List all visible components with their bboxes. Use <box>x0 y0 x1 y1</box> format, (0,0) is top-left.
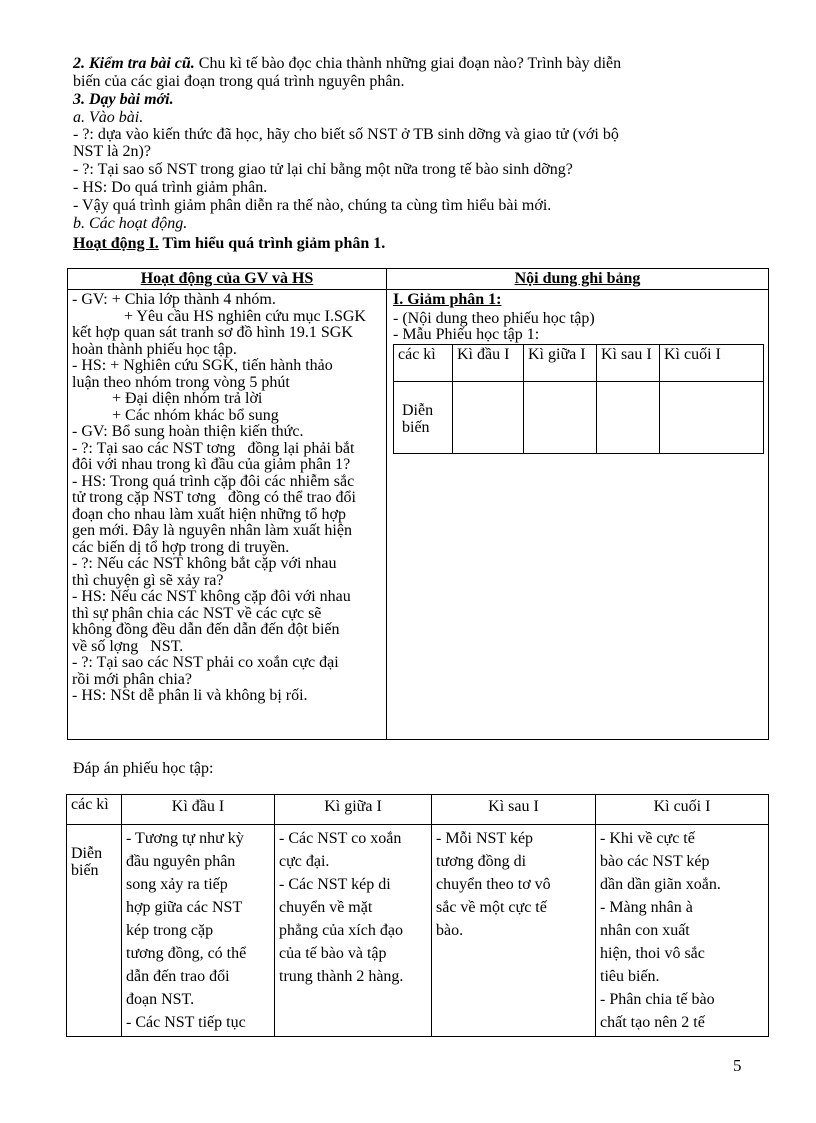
worksheet-template-table <box>393 344 764 454</box>
board-note-2: - Mẫu Phiếu học tập 1: <box>393 326 540 343</box>
old-lesson-check-line-2: biến của các giai đoạn trong quá trình nguyên phân. <box>73 73 405 90</box>
answer-metaphase-cell <box>275 825 432 1037</box>
template-cell-empty <box>660 381 764 453</box>
activity-label: Hoạt động I. <box>73 235 159 252</box>
activity-line: + Đại diện nhóm trả lời <box>72 390 263 407</box>
answer-line: chất tạo nên 2 tế <box>600 1014 705 1031</box>
subsection-intro: a. Vào bài. <box>73 109 144 126</box>
answer-anaphase-text <box>432 825 595 944</box>
check-old-question: Chu kì tế bào đọc chia thành những giai đoạn nào? Trình bày diễn <box>194 55 622 72</box>
answer-line: - Các NST co xoắn <box>279 830 402 847</box>
template-cell-empty <box>524 381 597 453</box>
section-heading-new-lesson: 3. Dạy bài mới. <box>73 91 174 108</box>
activity-line: + Các nhóm khác bổ sung <box>72 406 279 424</box>
answer-line: trung thành 2 hàng. <box>279 968 404 985</box>
template-header-telophase: Kì cuối I <box>660 344 764 381</box>
activity-line: - HS: + Nghiên cứu SGK, tiến hành thảo <box>72 357 333 374</box>
page-number: 5 <box>733 1056 742 1075</box>
answer-line: chuyển về mặt <box>279 899 373 916</box>
activity-line: - ?: Nếu các NST không bắt cặp với nhau <box>72 555 337 572</box>
intro-answer: - HS: Do quá trình giảm phân. <box>73 179 268 196</box>
answer-line: đầu nguyên phân <box>126 853 236 870</box>
activity-line: - HS: Nếu các NST không cặp đôi với nhau <box>72 588 351 605</box>
answer-header-telophase: Kì cuối I <box>596 795 769 825</box>
answer-line: - Tương tự như kỳ <box>126 830 244 847</box>
template-cell-empty <box>453 381 524 453</box>
activity-line: - GV: Bổ sung hoàn thiện kiến thức. <box>72 423 304 440</box>
template-header-metaphase: Kì giữa I <box>524 344 597 381</box>
answer-line: bào. <box>436 922 464 939</box>
intro-question-1-cont: NST là 2n)? <box>73 143 151 160</box>
template-header-anaphase: Kì sau I <box>597 344 660 381</box>
answer-line: - Các NST tiếp tục <box>126 1014 246 1031</box>
answer-line: tương đồng, có thể <box>126 945 247 962</box>
answer-table <box>66 794 769 1037</box>
answer-line: dần dần giãn xoắn. <box>600 876 721 893</box>
answer-header-stage: các kì <box>67 795 122 825</box>
board-section-title: I. Giảm phân 1: <box>393 291 502 308</box>
activity-line: - ?: Tại sao các NST phải co xoắn cực đại <box>72 654 339 671</box>
activity-heading <box>73 235 385 252</box>
template-row-label: Diễn biến <box>394 381 453 453</box>
answer-line: đoạn NST. <box>126 991 195 1008</box>
answer-title: Đáp án phiếu học tập: <box>73 760 214 777</box>
activity-line: thì sự phân chia các NST về các cực sẽ <box>72 604 322 622</box>
activities-cell <box>68 290 387 740</box>
answer-line: song xảy ra tiếp <box>126 876 228 893</box>
activity-line: - HS: NSt dễ phân li và không bị rối. <box>72 687 308 704</box>
intro-transition: - Vậy quá trình giảm phân diễn ra thế nào, chúng ta cùng tìm hiểu bài mới. <box>73 197 552 214</box>
answer-line: tương đồng di <box>436 853 527 870</box>
answer-line: - Khi về cực tế <box>600 830 695 847</box>
activity-line: về số lợng NST. <box>72 637 184 655</box>
answer-header-anaphase: Kì sau I <box>432 795 596 825</box>
activity-line: thì chuyện gì sẽ xảy ra? <box>72 571 224 589</box>
activity-line: không đồng đều dẫn đến dẫn đến đột biến <box>72 621 340 638</box>
answer-line: - Phân chia tế bào <box>600 991 715 1008</box>
answer-row-label: Diễn biến <box>67 825 122 1037</box>
old-lesson-check-line-1 <box>73 55 621 72</box>
answer-line: cực đại. <box>279 853 330 870</box>
template-cell-empty <box>597 381 660 453</box>
answer-anaphase-cell <box>432 825 596 1037</box>
activity-line: - GV: + Chia lớp thành 4 nhóm. <box>72 291 276 308</box>
answer-header-prophase: Kì đầu I <box>122 795 275 825</box>
activity-line: đôi với nhau trong kì đầu của giảm phân 1? <box>72 456 351 473</box>
col-header-board-content: Nội dung ghi bảng <box>387 269 769 290</box>
activity-line: - ?: Tại sao các NST tơng đồng lại phải bắt <box>72 439 355 457</box>
activity-title: Tìm hiểu quá trình giảm phân 1. <box>158 235 386 252</box>
activity-line: kết hợp quan sát tranh sơ đồ hình 19.1 SGK <box>72 324 353 341</box>
activity-line: - HS: Trong quá trình cặp đôi các nhiễm sắc <box>72 472 355 490</box>
activity-line: + Yêu cầu HS nghiên cứu mục I.SGK <box>72 307 366 325</box>
activity-line: hoàn thành phiếu học tập. <box>72 340 237 358</box>
col-header-activities: Hoạt động của GV và HS <box>68 269 387 290</box>
answer-line: bào các NST kép <box>600 853 710 870</box>
answer-line: chuyển theo tơ vô <box>436 876 551 893</box>
answer-line: - Các NST kép di <box>279 876 391 893</box>
board-content-cell <box>387 290 769 740</box>
answer-line: sắc về một cực tế <box>436 899 547 916</box>
answer-line: tiêu biến. <box>600 968 660 985</box>
activity-table <box>67 268 769 740</box>
answer-line: hiện, thoi vô sắc <box>600 945 705 962</box>
intro-question-2: - ?: Tại sao số NST trong giao tử lại chỉ bằng một nữa trong tế bào sinh dỡng? <box>73 161 573 178</box>
template-header-stage: các kì <box>394 344 453 381</box>
template-header-prophase: Kì đầu I <box>453 344 524 381</box>
answer-line: hợp giữa các NST <box>126 899 243 916</box>
intro-question-1: - ?: dựa vào kiến thức đã học, hãy cho biết số NST ở TB sinh dỡng và giao tử (với bộ <box>73 126 619 143</box>
subsection-activities: b. Các hoạt động. <box>73 215 188 232</box>
section-heading-check-old: 2. Kiểm tra bài cũ. <box>73 55 195 72</box>
answer-header-metaphase: Kì giữa I <box>275 795 432 825</box>
answer-line: nhân con xuất <box>600 922 690 939</box>
answer-telophase-text <box>596 825 768 1036</box>
activity-line: luận theo nhóm trong vòng 5 phút <box>72 373 290 391</box>
answer-line: của tế bào và tập <box>279 945 387 962</box>
answer-line: - Màng nhân à <box>600 899 693 916</box>
activities-text <box>72 292 382 705</box>
activity-line: rồi mới phân chia? <box>72 670 192 688</box>
activity-line: đoạn cho nhau làm xuất hiện những tổ hợp <box>72 505 346 523</box>
answer-line: - Mỗi NST kép <box>436 830 534 847</box>
answer-line: phẳng của xích đạo <box>279 922 403 939</box>
answer-line: dẫn đến trao đổi <box>126 968 230 985</box>
answer-metaphase-text <box>275 825 431 990</box>
board-note-1: - (Nội dung theo phiếu học tập) <box>393 309 595 327</box>
answer-prophase-text <box>122 825 274 1036</box>
activity-line: tử trong cặp NST tơng đồng có thể trao đổi <box>72 489 356 506</box>
activity-line: các biến dị tổ hợp trong di truyền. <box>72 538 290 556</box>
answer-line: kép trong cặp <box>126 922 214 939</box>
activity-line: gen mới. Đây là nguyên nhân làm xuất hiện <box>72 522 352 539</box>
answer-prophase-cell <box>122 825 275 1037</box>
answer-telophase-cell <box>596 825 769 1037</box>
